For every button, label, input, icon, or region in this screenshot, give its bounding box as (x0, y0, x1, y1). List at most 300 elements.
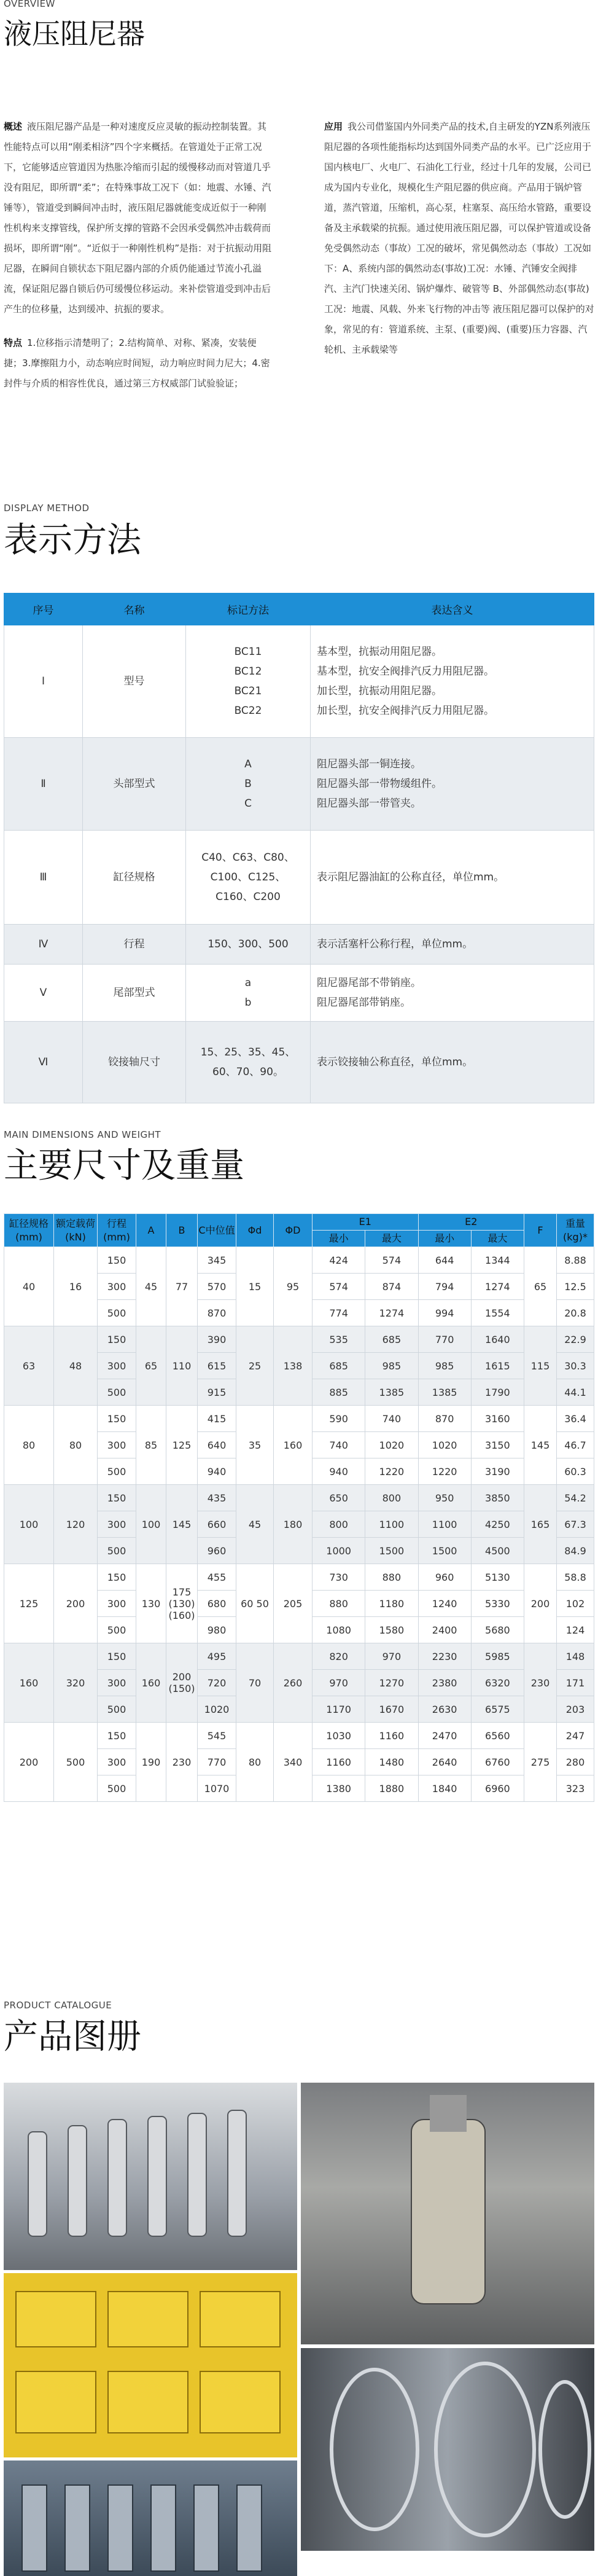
dim-cell-bore: 160 (4, 1643, 54, 1723)
dim-cell-e: 1030 (313, 1723, 365, 1749)
dim-cell-f: 65 (524, 1247, 557, 1326)
dim-row (4, 1406, 594, 1432)
dim-cell-weight: 280 (557, 1749, 594, 1775)
dim-cell-b: 145 (166, 1485, 198, 1564)
catalogue-title: 产品图册 (4, 2017, 141, 2057)
dim-header-e1-min: 最小 (313, 1231, 365, 1247)
dm-mark: BC21 (234, 685, 262, 697)
dim-cell-stroke: 150 (98, 1723, 136, 1749)
dim-header-e1-max: 最大 (365, 1231, 418, 1247)
product-photo-damper-warehouse (4, 2461, 297, 2576)
dim-cell-e: 820 (313, 1643, 365, 1670)
dim-cell-f: 200 (524, 1564, 557, 1643)
dim-cell-stroke: 300 (98, 1274, 136, 1300)
dim-cell-e: 1615 (471, 1353, 524, 1379)
dim-cell-e: 1180 (365, 1591, 418, 1617)
dim-cell-e: 535 (313, 1326, 365, 1353)
dim-cell-e: 1080 (313, 1617, 365, 1643)
dim-cell-e: 740 (365, 1406, 418, 1432)
dim-cell-c: 545 (198, 1723, 236, 1749)
dim-cell-b: 77 (166, 1247, 198, 1326)
dim-cell-stroke: 150 (98, 1643, 136, 1670)
dim-cell-weight: 247 (557, 1723, 594, 1749)
dim-cell-c: 870 (198, 1300, 236, 1326)
dm-name: 铰接轴尺寸 (83, 1022, 186, 1103)
dim-cell-weight: 67.3 (557, 1511, 594, 1538)
dm-meanings (311, 965, 594, 1022)
dim-cell-e: 940 (313, 1458, 365, 1485)
dim-cell-c: 980 (198, 1617, 236, 1643)
dim-cell-c: 390 (198, 1326, 236, 1353)
dim-cell-e: 574 (313, 1274, 365, 1300)
dim-cell-e: 5130 (471, 1564, 524, 1591)
dim-header-e2: E2 (418, 1214, 524, 1231)
dim-cell-e: 5680 (471, 1617, 524, 1643)
dm-row-shaft (4, 1022, 594, 1103)
dm-mark: C40、C63、C80、C100、C125、C160、C200 (186, 831, 311, 925)
overview-summary (4, 117, 274, 319)
dim-cell-stroke: 300 (98, 1749, 136, 1775)
dim-cell-weight: 36.4 (557, 1406, 594, 1432)
dim-cell-stroke: 500 (98, 1617, 136, 1643)
dim-cell-e: 1274 (365, 1300, 418, 1326)
dim-cell-e: 1500 (418, 1538, 471, 1564)
warehouse-illustration (4, 2461, 297, 2576)
dim-cell-a: 100 (136, 1485, 166, 1564)
dim-header-b: B (166, 1214, 198, 1247)
dim-cell-phid: 45 (236, 1485, 274, 1564)
dim-cell-stroke: 500 (98, 1458, 136, 1485)
dim-cell-e: 590 (313, 1406, 365, 1432)
dimensions-title: 主要尺寸及重量 (4, 1146, 244, 1186)
dim-cell-weight: 60.3 (557, 1458, 594, 1485)
dm-header-mark: 标记方法 (186, 593, 311, 625)
dim-cell-e: 880 (313, 1591, 365, 1617)
dim-cell-e: 2470 (418, 1723, 471, 1749)
dm-meaning: 阻尼器尾部不带销座。 (317, 977, 421, 989)
dim-cell-e: 4250 (471, 1511, 524, 1538)
dim-cell-e: 794 (418, 1274, 471, 1300)
dim-cell-e: 5330 (471, 1591, 524, 1617)
dm-meanings (311, 625, 594, 738)
dim-header-e1: E1 (313, 1214, 419, 1231)
dim-cell-weight: 12.5 (557, 1274, 594, 1300)
installed-damper-illustration (301, 2083, 594, 2344)
dim-cell-phiD: 205 (274, 1564, 313, 1643)
catalogue-label: PRODUCT CATALOGUE (4, 2000, 112, 2011)
dm-name: 型号 (83, 625, 186, 738)
dim-cell-stroke: 500 (98, 1379, 136, 1406)
dim-cell-e: 874 (365, 1274, 418, 1300)
dim-header-f: F (524, 1214, 557, 1247)
dm-name: 头部型式 (83, 738, 186, 831)
dim-cell-e: 6320 (471, 1670, 524, 1696)
dim-cell-weight: 171 (557, 1670, 594, 1696)
dm-mark: a (244, 977, 252, 989)
dim-cell-a: 45 (136, 1247, 166, 1326)
dm-meanings (311, 738, 594, 831)
dim-cell-weight: 124 (557, 1617, 594, 1643)
dm-no: Ⅵ (4, 1022, 83, 1103)
overview-left-column (4, 117, 274, 394)
dim-cell-f: 275 (524, 1723, 557, 1802)
dim-cell-load: 500 (54, 1723, 98, 1802)
dim-cell-a: 85 (136, 1406, 166, 1485)
dm-meaning: 阻尼器头部一铜连接。 (317, 758, 421, 770)
dim-cell-phid: 60 50 (236, 1564, 274, 1643)
dim-cell-phiD: 160 (274, 1406, 313, 1485)
dim-cell-e: 970 (365, 1643, 418, 1670)
dim-cell-weight: 30.3 (557, 1353, 594, 1379)
dim-cell-e: 650 (313, 1485, 365, 1511)
dim-cell-e: 2230 (418, 1643, 471, 1670)
dim-cell-stroke: 150 (98, 1406, 136, 1432)
dim-cell-e: 985 (365, 1353, 418, 1379)
dm-marks (186, 965, 311, 1022)
dim-cell-stroke: 500 (98, 1538, 136, 1564)
dm-meaning: 加长型，抗安全阀排汽反力用阻尼器。 (317, 705, 494, 717)
dim-row (4, 1247, 594, 1274)
dm-no: Ⅳ (4, 925, 83, 965)
dim-cell-phid: 15 (236, 1247, 274, 1326)
dim-cell-bore: 100 (4, 1485, 54, 1564)
dm-no: Ⅲ (4, 831, 83, 925)
dim-cell-c: 915 (198, 1379, 236, 1406)
dim-cell-e: 1220 (365, 1458, 418, 1485)
dim-row (4, 1326, 594, 1353)
dim-cell-e: 1500 (365, 1538, 418, 1564)
dim-cell-c: 940 (198, 1458, 236, 1485)
dim-cell-c: 435 (198, 1485, 236, 1511)
dim-cell-e: 4500 (471, 1538, 524, 1564)
dm-name: 缸径规格 (83, 831, 186, 925)
dm-meaning: 阻尼器头部一带管夹。 (317, 797, 421, 810)
dm-row-head-type (4, 738, 594, 831)
dim-row (4, 1564, 594, 1591)
dim-cell-phiD: 95 (274, 1247, 313, 1326)
dm-row-model (4, 625, 594, 738)
dim-row (4, 1643, 594, 1670)
dm-mark: BC22 (234, 705, 262, 717)
dm-no: Ⅰ (4, 625, 83, 738)
dim-cell-e: 1270 (365, 1670, 418, 1696)
dim-cell-c: 960 (198, 1538, 236, 1564)
dm-no: Ⅴ (4, 965, 83, 1022)
dim-cell-c: 495 (198, 1643, 236, 1670)
dim-cell-e: 1020 (365, 1432, 418, 1458)
dim-cell-bore: 80 (4, 1406, 54, 1485)
dm-header-meaning: 表达含义 (311, 593, 594, 625)
dimensions-body (4, 1247, 594, 1802)
dim-cell-c: 1020 (198, 1696, 236, 1723)
dim-cell-e: 6560 (471, 1723, 524, 1749)
dim-cell-e: 1170 (313, 1696, 365, 1723)
dim-cell-a: 130 (136, 1564, 166, 1643)
overview-label: OVERVIEW (4, 0, 55, 9)
dim-cell-c: 660 (198, 1511, 236, 1538)
dim-header-e2-max: 最大 (471, 1231, 524, 1247)
dim-cell-stroke: 300 (98, 1511, 136, 1538)
application-text: 我公司借鉴国内外同类产品的技术,自主研发的YZN系列液压阻尼器的各项性能指标均达到国外同类产品的水平。已广泛应用于国内核电厂、火电厂、石油化工行业，经过十几年的发展，公司已成为国内专业化，规模化生产阻尼器的供应商。产品用于锅炉管道，蒸汽管道，压缩机，高心泵，柱塞泵、高压给水管路，重要设备及主承载梁的抗振。通过使用液压阻尼器，可以保护管道或设备免受偶然动态（事故）工况的破坏，常见偶然动态（事故）工况如下：A、系统内部的偶然动态(事故)工况：水锤、汽锤安全阀排汽、主汽门快速关闭、锅炉爆炸、破管等 B、外部偶然动态(事故)工况：地震、风载、外来飞行物的冲击等 液压阻尼器可以保护的对象，常见的有：管道系统、主泵、(重要)阀、(重要)压力容器、汽轮机、主承载梁等 (324, 121, 594, 355)
dim-cell-e: 1385 (365, 1379, 418, 1406)
dim-cell-phid: 35 (236, 1406, 274, 1485)
dim-cell-c: 345 (198, 1247, 236, 1274)
dim-cell-e: 574 (365, 1247, 418, 1274)
dim-cell-weight: 203 (557, 1696, 594, 1723)
dim-cell-c: 720 (198, 1670, 236, 1696)
summary-heading: 概述 (4, 121, 23, 132)
dim-row (4, 1723, 594, 1749)
dm-meaning: 基本型，抗振动用阻尼器。 (317, 646, 442, 658)
dim-cell-bore: 63 (4, 1326, 54, 1406)
dim-cell-stroke: 300 (98, 1591, 136, 1617)
dim-cell-c: 680 (198, 1591, 236, 1617)
dim-cell-bore: 40 (4, 1247, 54, 1326)
dim-header-phid: Φd (236, 1214, 274, 1247)
dim-cell-weight: 84.9 (557, 1538, 594, 1564)
dim-cell-weight: 20.8 (557, 1300, 594, 1326)
dm-meaning: 基本型，抗安全阀排汽反力用阻尼器。 (317, 665, 494, 678)
dim-header-e2-min: 最小 (418, 1231, 471, 1247)
dim-cell-e: 6960 (471, 1775, 524, 1802)
dim-cell-e: 800 (365, 1485, 418, 1511)
dim-cell-e: 950 (418, 1485, 471, 1511)
dim-cell-e: 1670 (365, 1696, 418, 1723)
dm-header-name: 名称 (83, 593, 186, 625)
dim-cell-load: 120 (54, 1485, 98, 1564)
dim-cell-weight: 8.88 (557, 1247, 594, 1274)
features-heading: 特点 (4, 337, 23, 348)
dim-cell-e: 1880 (365, 1775, 418, 1802)
dim-cell-f: 115 (524, 1326, 557, 1406)
features-text: 1.位移指示清楚明了；2.结构简单、对称、紧凑，安装便捷；3.摩擦阻力小，动态响应时间短，动力响应时间力尼大；4.密封件与介质的相容性优良，通过第三方权威部门试验验证； (4, 337, 270, 389)
dm-meaning: 加长型，抗振动用阻尼器。 (317, 685, 442, 697)
dim-cell-e: 3850 (471, 1485, 524, 1511)
dm-row-stroke (4, 925, 594, 965)
dim-cell-a: 160 (136, 1643, 166, 1723)
dim-cell-c: 415 (198, 1406, 236, 1432)
dim-header-c: C中位值 (198, 1214, 236, 1247)
dim-cell-b: 125 (166, 1406, 198, 1485)
dim-cell-b: 200 (150) (166, 1643, 198, 1723)
dim-cell-e: 1840 (418, 1775, 471, 1802)
dim-cell-f: 230 (524, 1643, 557, 1723)
dim-cell-e: 740 (313, 1432, 365, 1458)
dm-name: 尾部型式 (83, 965, 186, 1022)
display-method-title: 表示方法 (4, 520, 141, 560)
overview-title: 液压阻尼器 (4, 17, 145, 50)
dm-no: Ⅱ (4, 738, 83, 831)
spring-hangers-illustration (301, 2348, 594, 2551)
dim-cell-f: 145 (524, 1406, 557, 1485)
dim-cell-weight: 46.7 (557, 1432, 594, 1458)
dim-cell-stroke: 150 (98, 1564, 136, 1591)
dim-cell-e: 774 (313, 1300, 365, 1326)
dm-name: 行程 (83, 925, 186, 965)
dimensions-label: MAIN DIMENSIONS AND WEIGHT (4, 1129, 161, 1140)
dim-cell-weight: 44.1 (557, 1379, 594, 1406)
dim-cell-e: 1100 (365, 1511, 418, 1538)
dim-cell-e: 770 (418, 1326, 471, 1353)
dim-cell-f: 165 (524, 1485, 557, 1564)
dim-cell-e: 800 (313, 1511, 365, 1538)
dim-cell-e: 1640 (471, 1326, 524, 1353)
dim-cell-b: 175 (130) (160) (166, 1564, 198, 1643)
overview-features (4, 333, 274, 394)
dim-header-a: A (136, 1214, 166, 1247)
dim-cell-e: 6575 (471, 1696, 524, 1723)
dim-cell-e: 1580 (365, 1617, 418, 1643)
dm-meaning: 阻尼器头部一带物缓组件。 (317, 778, 442, 790)
dim-cell-load: 320 (54, 1643, 98, 1723)
dim-cell-e: 985 (418, 1353, 471, 1379)
dim-cell-e: 2640 (418, 1749, 471, 1775)
dm-meaning: 表示阻尼器油缸的公称直径，单位mm。 (311, 831, 594, 925)
dim-cell-e: 885 (313, 1379, 365, 1406)
dim-cell-stroke: 500 (98, 1300, 136, 1326)
dim-cell-phid: 70 (236, 1643, 274, 1723)
dim-cell-e: 1554 (471, 1300, 524, 1326)
dim-cell-bore: 200 (4, 1723, 54, 1802)
dim-cell-c: 770 (198, 1749, 236, 1775)
dim-cell-c: 1070 (198, 1775, 236, 1802)
dim-cell-phid: 25 (236, 1326, 274, 1406)
dim-cell-e: 1020 (418, 1432, 471, 1458)
dim-cell-c: 615 (198, 1353, 236, 1379)
dim-cell-e: 2380 (418, 1670, 471, 1696)
dim-header-phiD: ΦD (274, 1214, 313, 1247)
dim-cell-stroke: 150 (98, 1485, 136, 1511)
dim-cell-e: 5985 (471, 1643, 524, 1670)
overview-right-column (324, 117, 594, 360)
dim-cell-e: 1274 (471, 1274, 524, 1300)
dim-cell-e: 1380 (313, 1775, 365, 1802)
dim-cell-e: 644 (418, 1247, 471, 1274)
product-photo-row-of-dampers (4, 2083, 297, 2270)
dim-cell-stroke: 150 (98, 1326, 136, 1353)
dim-cell-e: 960 (418, 1564, 471, 1591)
dm-mark: 15、25、35、45、60、70、90。 (186, 1022, 311, 1103)
dim-cell-stroke: 300 (98, 1353, 136, 1379)
dm-row-bore (4, 831, 594, 925)
dim-cell-e: 730 (313, 1564, 365, 1591)
dim-cell-e: 1480 (365, 1749, 418, 1775)
dm-header-no: 序号 (4, 593, 83, 625)
dm-mark: C (244, 797, 252, 810)
dim-cell-e: 1100 (418, 1511, 471, 1538)
dim-cell-e: 685 (313, 1353, 365, 1379)
dm-mark: b (244, 996, 252, 1009)
dim-cell-stroke: 150 (98, 1247, 136, 1274)
dim-cell-e: 6760 (471, 1749, 524, 1775)
dm-mark: B (244, 778, 252, 790)
application-heading: 应用 (324, 121, 343, 132)
dim-cell-stroke: 300 (98, 1432, 136, 1458)
dm-mark: BC11 (234, 646, 262, 658)
dim-cell-e: 880 (365, 1564, 418, 1591)
dim-cell-phid: 80 (236, 1723, 274, 1802)
dim-cell-load: 48 (54, 1326, 98, 1406)
dim-cell-e: 3160 (471, 1406, 524, 1432)
dim-header-stroke: 行程(mm) (98, 1214, 136, 1247)
dim-cell-weight: 54.2 (557, 1485, 594, 1511)
dim-cell-e: 1385 (418, 1379, 471, 1406)
summary-text: 液压阻尼器产品是一种对速度反应灵敏的振动控制装置。其性能特点可以用“刚柔相济”四个字来概括。在管道处于正常工况下，它能够适应管道因为热胀冷缩而引起的缓慢移动而对管道几乎没有阻尼，即所谓“柔”；在特殊事故工况下（如：地震、水锤、汽锤等），管道受到瞬间冲击时，液压阻尼器就能变成近似于一种刚性机构来支撑管线，保护所支撑的管路不会因承受偶然冲击载荷而损坏，即所谓“刚”。“近似于一种刚性机构”是指：对于抗振动用阻尼器，在瞬间自锁状态下阻尼器内部的介质仍能通过节流小孔溢流，保证阻尼器自锁后仍可缓慢位移运动。来补偿管道受到冲击后产生的位移量，达到缓冲、抗振的要求。 (4, 121, 272, 315)
dim-cell-e: 1160 (365, 1723, 418, 1749)
dim-cell-e: 1220 (418, 1458, 471, 1485)
dim-cell-load: 200 (54, 1564, 98, 1643)
dim-cell-e: 1240 (418, 1591, 471, 1617)
dim-cell-load: 16 (54, 1247, 98, 1326)
dim-cell-e: 1160 (313, 1749, 365, 1775)
dim-cell-a: 190 (136, 1723, 166, 1802)
dim-cell-phiD: 138 (274, 1326, 313, 1406)
dim-cell-e: 685 (365, 1326, 418, 1353)
dim-cell-e: 870 (418, 1406, 471, 1432)
display-method-table (4, 593, 594, 1103)
dim-cell-weight: 102 (557, 1591, 594, 1617)
dim-cell-stroke: 500 (98, 1775, 136, 1802)
dim-cell-a: 65 (136, 1326, 166, 1406)
dim-row (4, 1485, 594, 1511)
dim-header-bore: 缸径规格(mm) (4, 1214, 54, 1247)
dim-cell-e: 2630 (418, 1696, 471, 1723)
dim-cell-weight: 323 (557, 1775, 594, 1802)
dim-cell-load: 80 (54, 1406, 98, 1485)
dimensions-table (4, 1213, 594, 1802)
dim-cell-e: 970 (313, 1670, 365, 1696)
dm-mark: 150、300、500 (186, 925, 311, 965)
dm-meaning: 表示铰接轴公称直径，单位mm。 (311, 1022, 594, 1103)
dim-cell-e: 1000 (313, 1538, 365, 1564)
dim-cell-stroke: 500 (98, 1696, 136, 1723)
product-photo-yellow-dampers (4, 2273, 297, 2457)
dm-row-tail-type (4, 965, 594, 1022)
dim-header-load: 额定载荷(kN) (54, 1214, 98, 1247)
dim-cell-e: 424 (313, 1247, 365, 1274)
yellow-dampers-illustration (4, 2273, 297, 2457)
dm-meaning: 表示活塞杆公称行程，单位mm。 (311, 925, 594, 965)
dim-cell-phiD: 180 (274, 1485, 313, 1564)
dm-marks (186, 625, 311, 738)
dim-cell-c: 570 (198, 1274, 236, 1300)
dim-cell-b: 110 (166, 1326, 198, 1406)
dim-cell-phiD: 260 (274, 1643, 313, 1723)
dim-cell-phiD: 340 (274, 1723, 313, 1802)
damper-row-illustration (4, 2083, 297, 2270)
dim-cell-e: 1344 (471, 1247, 524, 1274)
dm-mark: BC12 (234, 665, 262, 678)
dim-cell-b: 230 (166, 1723, 198, 1802)
dim-cell-stroke: 300 (98, 1670, 136, 1696)
dim-cell-c: 640 (198, 1432, 236, 1458)
dim-header-weight: 重量(kg)* (557, 1214, 594, 1247)
dim-cell-weight: 58.8 (557, 1564, 594, 1591)
dim-cell-e: 994 (418, 1300, 471, 1326)
product-photo-installed-damper (301, 2083, 594, 2344)
dim-cell-bore: 125 (4, 1564, 54, 1643)
dim-cell-e: 3190 (471, 1458, 524, 1485)
dim-cell-weight: 22.9 (557, 1326, 594, 1353)
dim-cell-weight: 148 (557, 1643, 594, 1670)
dim-cell-e: 3150 (471, 1432, 524, 1458)
dim-cell-c: 455 (198, 1564, 236, 1591)
dm-mark: A (244, 758, 252, 770)
dm-marks (186, 738, 311, 831)
dm-meaning: 阻尼器尾部带销座。 (317, 996, 411, 1009)
dim-cell-e: 2400 (418, 1617, 471, 1643)
display-method-label: DISPLAY METHOD (4, 503, 90, 514)
